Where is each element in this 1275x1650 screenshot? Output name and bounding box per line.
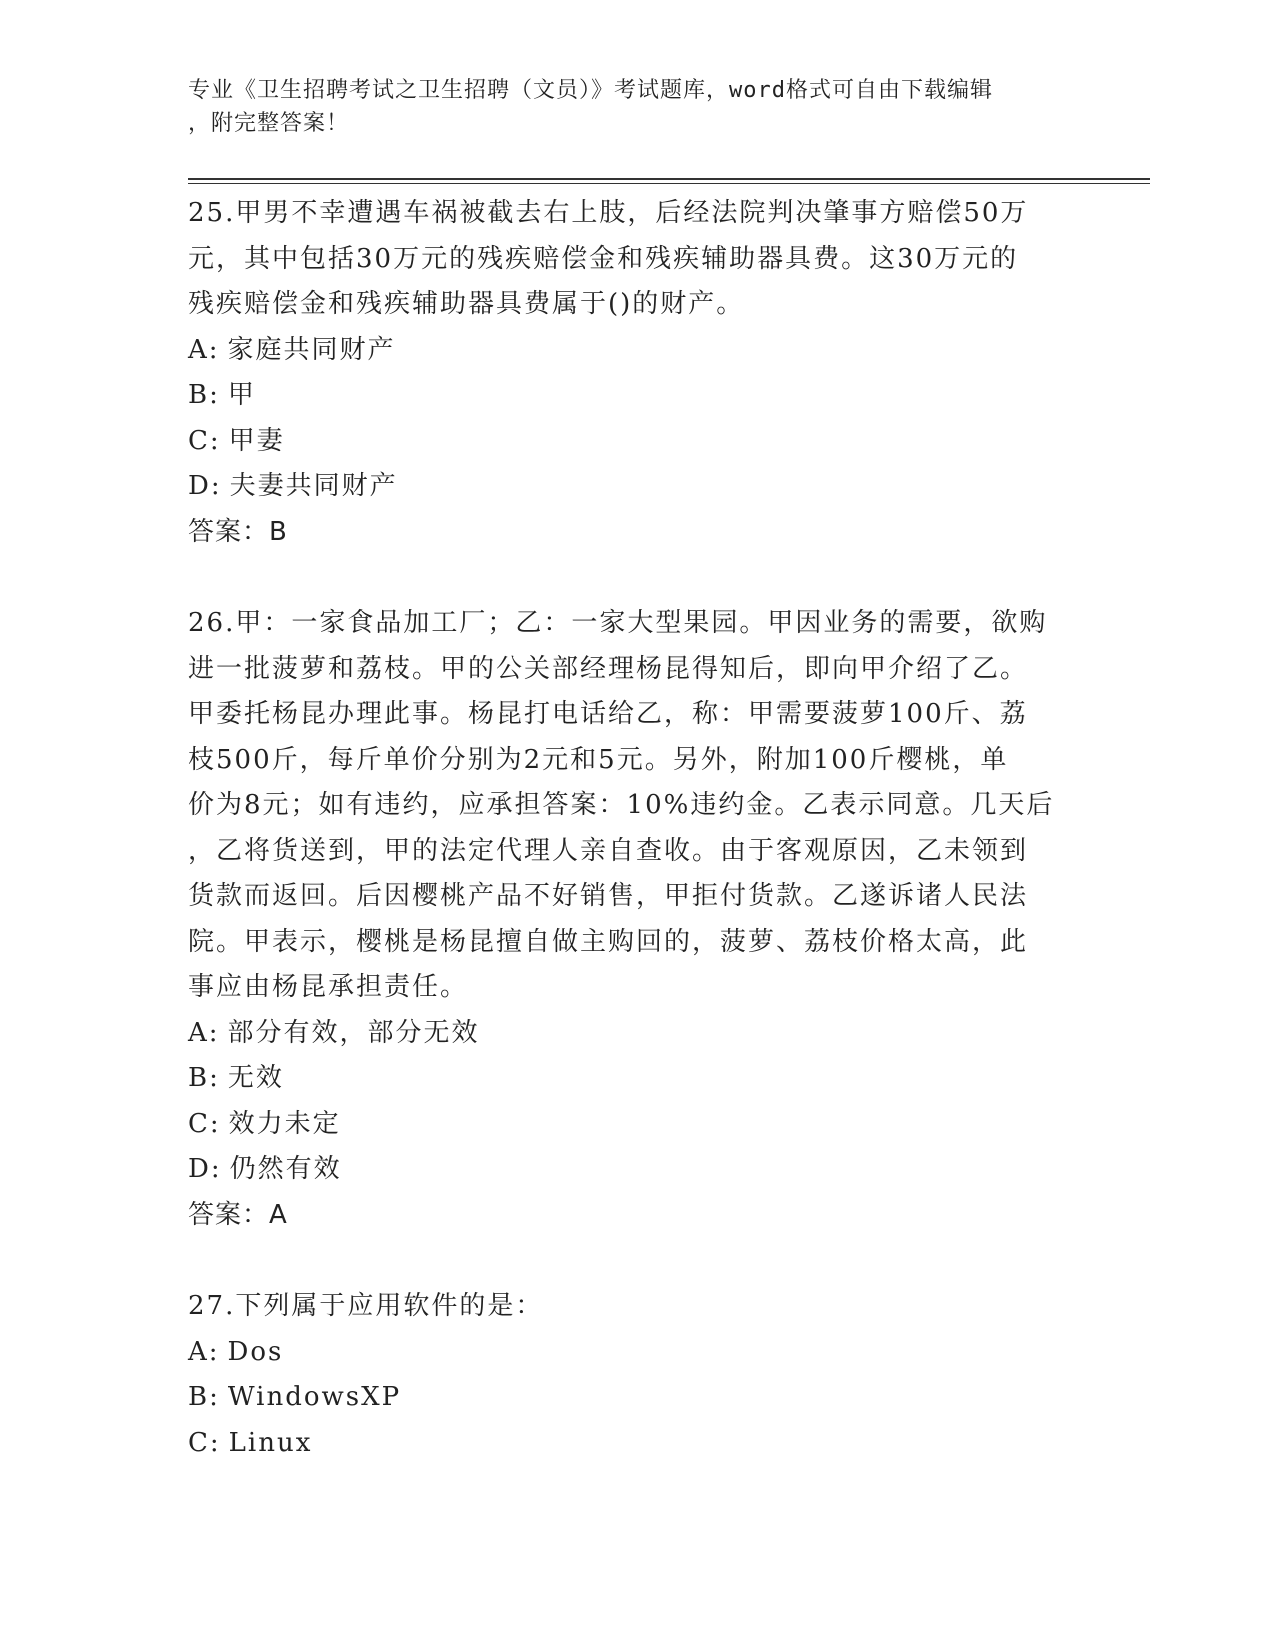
question-stem-line: 27.下列属于应用软件的是： (188, 1291, 544, 1321)
option-c (188, 1421, 1068, 1467)
option-key: A: (188, 1336, 220, 1367)
question-stem-line: 枝500斤，每斤单价分别为2元和5元。另外，附加100斤樱桃，单 (188, 744, 1009, 775)
option-c (188, 1102, 1068, 1148)
option-text: Linux (228, 1427, 313, 1458)
question-stem-line: 院。甲表示，樱桃是杨昆擅自做主购回的，菠萝、荔枝价格太高，此 (188, 926, 1029, 957)
question-stem-line: 甲委托杨昆办理此事。杨昆打电话给乙，称：甲需要菠萝100斤、荔 (188, 699, 1028, 729)
question-stem-line: 价为8元；如有违约，应承担答案：10%违约金。乙表示同意。几天后 (188, 790, 1055, 820)
option-a (188, 328, 1068, 374)
question-list (188, 191, 1068, 1512)
option-a (188, 1011, 1068, 1057)
option-text: 甲妻 (228, 425, 285, 456)
option-key: B: (188, 380, 220, 410)
option-b (188, 373, 1068, 419)
option-d (188, 1147, 1068, 1193)
option-text: 无效 (227, 1063, 284, 1093)
option-a (188, 1330, 1068, 1376)
answer-line: 答案：B (188, 516, 288, 547)
question-27 (188, 1284, 1068, 1466)
header-divider (188, 178, 1150, 184)
option-key: D: (188, 1154, 222, 1184)
option-key: C: (188, 1427, 221, 1458)
question-stem-line: 残疾赔偿金和残疾辅助器具费属于()的财产。 (188, 289, 745, 319)
question-stem-line: ，乙将货送到，甲的法定代理人亲自查收。由于客观原因，乙未领到 (188, 835, 1029, 866)
question-stem-line: 26.甲：一家食品加工厂；乙：一家大型果园。甲因业务的需要，欲购 (188, 608, 1048, 638)
answer-line: 答案：A (188, 1199, 288, 1230)
page-header (188, 74, 1068, 140)
header-line-2: ，附完整答案！ (188, 111, 350, 136)
option-key: C: (188, 425, 221, 456)
question-stem-line: 25.甲男不幸遭遇车祸被截去右上肢，后经法院判决肇事方赔偿50万 (188, 198, 1029, 228)
option-text: 部分有效，部分无效 (227, 1017, 480, 1048)
option-text: 效力未定 (228, 1108, 341, 1139)
option-key: A: (188, 1017, 220, 1048)
option-key: D: (188, 471, 222, 501)
question-stem-line: 事应由杨昆承担责任。 (188, 972, 469, 1002)
option-text: 甲 (227, 380, 256, 410)
option-text: 家庭共同财产 (227, 334, 396, 365)
question-26 (188, 601, 1068, 1238)
question-stem-line: 货款而返回。后因樱桃产品不好销售，甲拒付货款。乙遂诉诸人民法 (188, 881, 1029, 911)
option-text: Dos (227, 1336, 284, 1367)
option-text: WindowsXP (227, 1382, 402, 1412)
option-key: B: (188, 1063, 220, 1093)
option-text: 仍然有效 (229, 1154, 342, 1184)
option-key: A: (188, 334, 220, 365)
question-stem-line: 元，其中包括30万元的残疾赔偿金和残疾辅助器具费。这30万元的 (188, 243, 1019, 274)
option-d (188, 464, 1068, 510)
option-key: C: (188, 1108, 221, 1139)
option-b (188, 1056, 1068, 1102)
question-25 (188, 191, 1068, 555)
option-c (188, 419, 1068, 465)
option-b (188, 1375, 1068, 1421)
option-text: 夫妻共同财产 (229, 471, 398, 501)
header-line-1: 专业《卫生招聘考试之卫生招聘（文员）》考试题库，word格式可自由下载编辑 (188, 78, 993, 103)
option-key: B: (188, 1382, 220, 1412)
question-stem-line: 进一批菠萝和荔枝。甲的公关部经理杨昆得知后，即向甲介绍了乙。 (188, 653, 1029, 684)
